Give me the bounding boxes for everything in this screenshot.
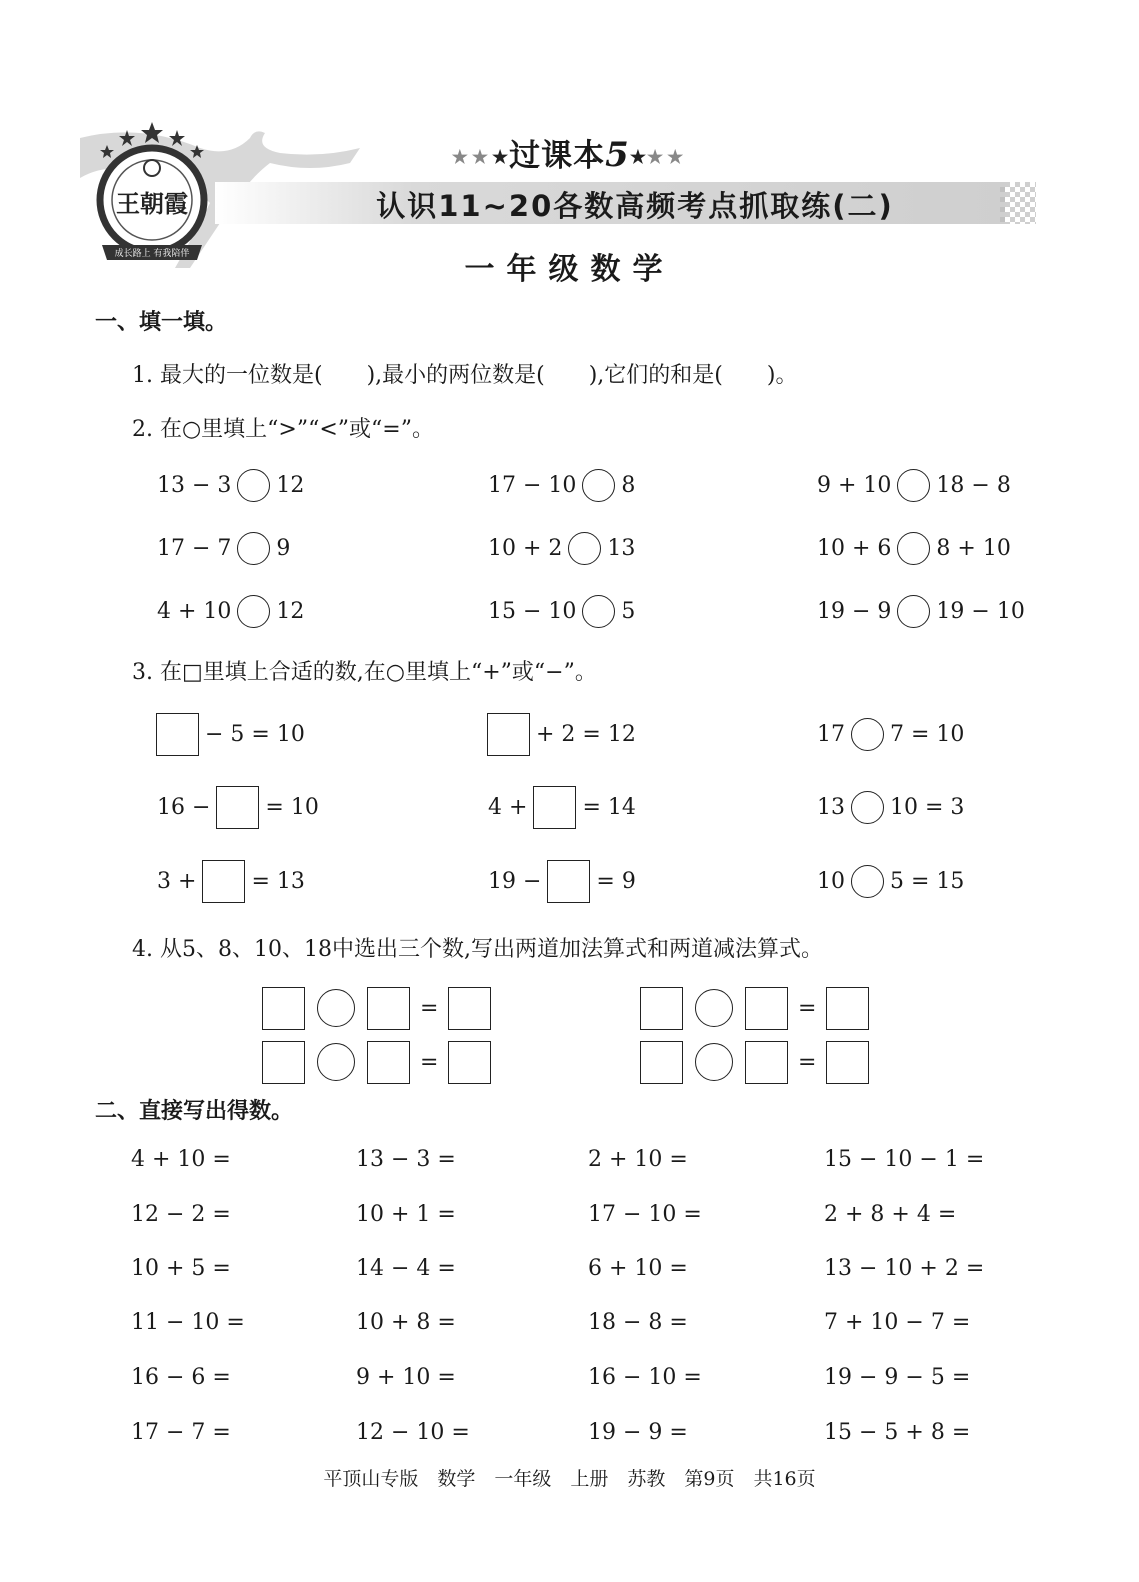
compare-item: 9 + 10 18 − 8 <box>817 465 1011 505</box>
answer-circle[interactable] <box>695 1043 733 1081</box>
fill-item: 13 10 = 3 <box>817 787 964 827</box>
calc-item: 19 − 9 − 5 = <box>824 1365 971 1390</box>
fill-item: 4 + = 14 <box>488 787 636 827</box>
question-4: 4. 从5、8、10、18中选出三个数,写出两道加法算式和两道减法算式。 <box>132 937 823 962</box>
equation-row: = <box>640 1040 869 1084</box>
answer-circle[interactable] <box>897 469 930 502</box>
compare-item: 10 + 6 8 + 10 <box>817 528 1011 568</box>
calc-item: 13 − 10 + 2 = <box>824 1256 985 1281</box>
answer-box[interactable] <box>216 786 259 829</box>
question-2: 2. 在○里填上“>”“<”或“=”。 <box>132 417 434 442</box>
calc-item: 15 − 10 − 1 = <box>824 1147 985 1172</box>
fill-item: 16 − = 10 <box>157 787 319 827</box>
calc-item: 10 + 8 = <box>356 1310 456 1335</box>
compare-item: 4 + 10 12 <box>157 591 304 631</box>
subtitle-text: 过课本 <box>509 138 606 174</box>
answer-box[interactable] <box>367 1041 410 1084</box>
calc-item: 10 + 5 = <box>131 1256 231 1281</box>
lesson-subtitle <box>0 130 1139 175</box>
answer-circle[interactable] <box>897 595 930 628</box>
calc-item: 18 − 8 = <box>588 1310 688 1335</box>
answer-box[interactable] <box>745 987 788 1030</box>
calc-item: 12 − 10 = <box>356 1420 470 1445</box>
grade-title: 一年级数学 <box>464 252 675 287</box>
compare-item: 10 + 2 13 <box>488 528 635 568</box>
calc-item: 17 − 10 = <box>588 1202 702 1227</box>
calc-item: 12 − 2 = <box>131 1202 231 1227</box>
answer-circle[interactable] <box>851 718 884 751</box>
compare-item: 15 − 10 5 <box>488 591 635 631</box>
answer-circle[interactable] <box>317 1043 355 1081</box>
calc-item: 4 + 10 = <box>131 1147 231 1172</box>
fill-item: 19 − = 9 <box>488 861 636 901</box>
answer-box[interactable] <box>202 860 245 903</box>
answer-circle[interactable] <box>851 791 884 824</box>
calc-item: 2 + 10 = <box>588 1147 688 1172</box>
fill-item: 17 7 = 10 <box>817 714 964 754</box>
answer-circle[interactable] <box>317 989 355 1027</box>
calc-item: 9 + 10 = <box>356 1365 456 1390</box>
star-icon: ★★ <box>646 147 688 168</box>
fill-item: 3 + = 13 <box>157 861 305 901</box>
question-3: 3. 在□里填上合适的数,在○里填上“+”或“−”。 <box>132 660 597 685</box>
compare-item: 19 − 9 19 − 10 <box>817 591 1025 631</box>
calc-item: 10 + 1 = <box>356 1202 456 1227</box>
fill-item: + 2 = 12 <box>481 714 636 754</box>
star-icon: ★★ <box>451 147 493 168</box>
equation-row: = <box>262 1040 491 1084</box>
answer-box[interactable] <box>262 1041 305 1084</box>
logo-slogan: 成长路上 有我陪伴 <box>114 249 190 259</box>
calc-item: 6 + 10 = <box>588 1256 688 1281</box>
answer-box[interactable] <box>547 860 590 903</box>
answer-box[interactable] <box>156 713 199 756</box>
star-icon: ★ <box>492 147 510 168</box>
answer-box[interactable] <box>640 987 683 1030</box>
answer-box[interactable] <box>487 713 530 756</box>
answer-box[interactable] <box>826 987 869 1030</box>
fill-item: 10 5 = 15 <box>817 861 964 901</box>
subtitle-number: 5 <box>605 135 630 175</box>
answer-circle[interactable] <box>582 469 615 502</box>
answer-box[interactable] <box>826 1041 869 1084</box>
page-title: 认识11~20各数高频考点抓取练(二) <box>376 189 894 223</box>
calc-item: 13 − 3 = <box>356 1147 456 1172</box>
page-footer: 平顶山专版 数学 一年级 上册 苏教 第9页 共16页 <box>323 1468 816 1490</box>
answer-box[interactable] <box>367 987 410 1030</box>
compare-item: 13 − 3 12 <box>157 465 304 505</box>
compare-item: 17 − 7 9 <box>157 528 290 568</box>
answer-circle[interactable] <box>582 595 615 628</box>
answer-circle[interactable] <box>237 532 270 565</box>
answer-circle[interactable] <box>897 532 930 565</box>
fill-item: − 5 = 10 <box>150 714 305 754</box>
section-title-calc: 二、直接写出得数。 <box>95 1099 294 1124</box>
calc-item: 17 − 7 = <box>131 1420 231 1445</box>
logo-text: 王朝霞 <box>116 189 188 218</box>
star-icon: ★ <box>629 147 647 168</box>
answer-circle[interactable] <box>695 989 733 1027</box>
compare-item: 17 − 10 8 <box>488 465 635 505</box>
answer-circle[interactable] <box>237 595 270 628</box>
answer-box[interactable] <box>448 987 491 1030</box>
answer-circle[interactable] <box>237 469 270 502</box>
answer-circle[interactable] <box>568 532 601 565</box>
section-title-fill: 一、填一填。 <box>95 310 228 335</box>
calc-item: 2 + 8 + 4 = <box>824 1202 957 1227</box>
answer-circle[interactable] <box>851 865 884 898</box>
answer-box[interactable] <box>262 987 305 1030</box>
equation-row: = <box>262 986 491 1030</box>
answer-box[interactable] <box>745 1041 788 1084</box>
calc-item: 11 − 10 = <box>131 1310 245 1335</box>
calc-item: 14 − 4 = <box>356 1256 456 1281</box>
answer-box[interactable] <box>448 1041 491 1084</box>
calc-item: 16 − 10 = <box>588 1365 702 1390</box>
answer-box[interactable] <box>640 1041 683 1084</box>
calc-item: 19 − 9 = <box>588 1420 688 1445</box>
equation-row: = <box>640 986 869 1030</box>
question-1: 1. 最大的一位数是( ),最小的两位数是( ),它们的和是( )。 <box>132 363 798 388</box>
calc-item: 15 − 5 + 8 = <box>824 1420 971 1445</box>
calc-item: 16 − 6 = <box>131 1365 231 1390</box>
answer-box[interactable] <box>533 786 576 829</box>
calc-item: 7 + 10 − 7 = <box>824 1310 971 1335</box>
